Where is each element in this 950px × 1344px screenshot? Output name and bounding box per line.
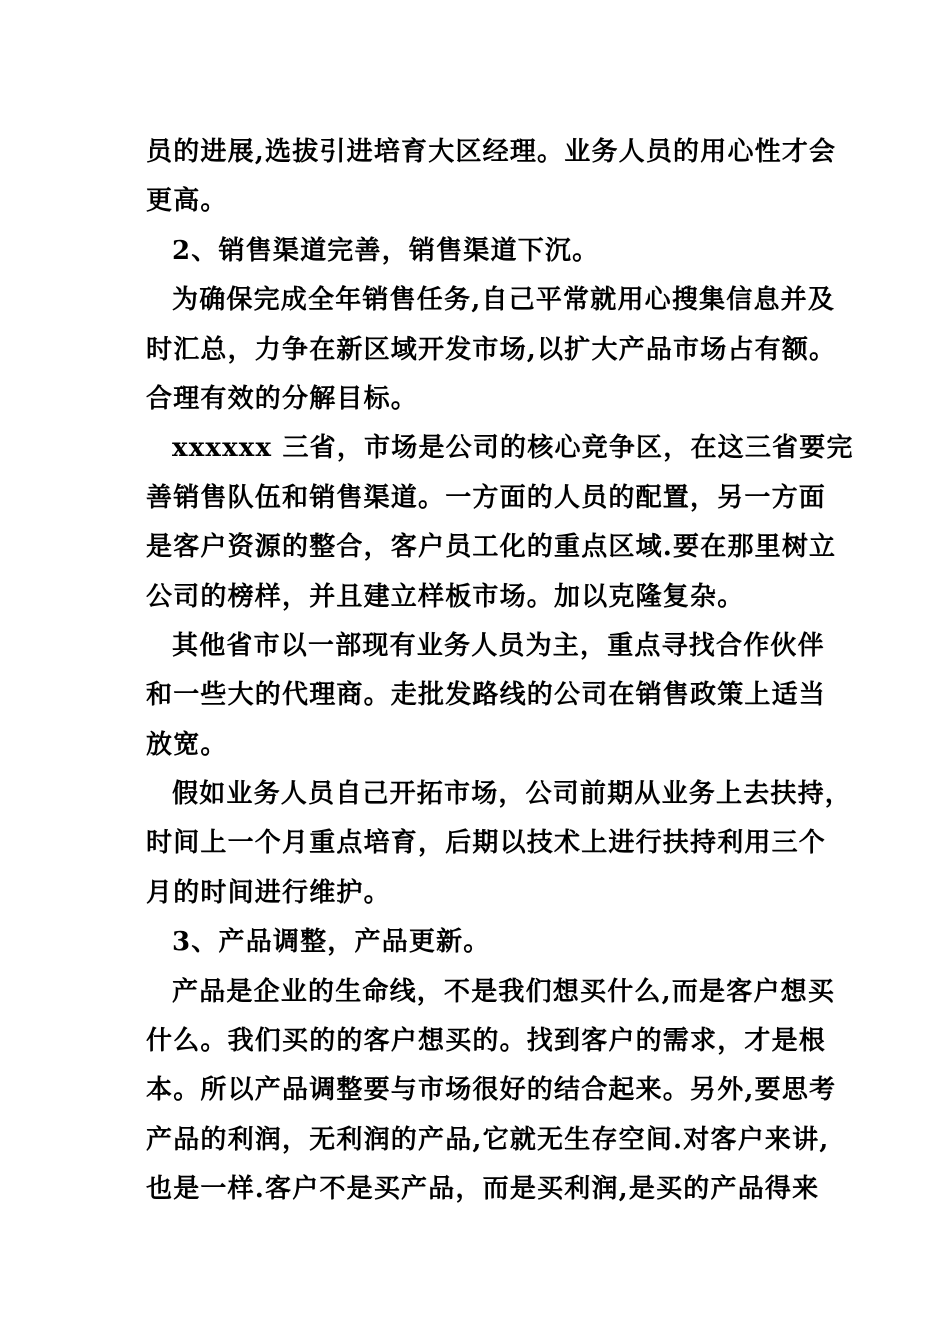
section-heading: 2、销售渠道完善，销售渠道下沉。 <box>172 235 600 266</box>
text-line: 本。所以产品调整要与市场很好的结合起来。另外,要思考 <box>146 1075 837 1106</box>
text-line: 时汇总，力争在新区域开发市场,以扩大产品市场占有额。 <box>146 334 837 365</box>
text-line: 放宽。 <box>146 729 228 760</box>
text-line: 月的时间进行维护。 <box>146 877 391 908</box>
document-body <box>146 128 854 1215</box>
text-line: 产品的利润，无利润的产品,它就无生存空间.对客户来讲, <box>146 1124 830 1155</box>
text-line: 和一些大的代理商。走批发路线的公司在销售政策上适当 <box>146 680 827 711</box>
text-line: 善销售队伍和销售渠道。一方面的人员的配置，另一方面 <box>146 482 827 513</box>
text-line: 公司的榜样，并且建立样板市场。加以克隆复杂。 <box>146 581 745 612</box>
text-line: 其他省市以一部现有业务人员为主，重点寻找合作伙伴 <box>172 630 825 661</box>
text-line: 假如业务人员自己开拓市场，公司前期从业务上去扶持， <box>172 779 853 810</box>
section-heading: 3、产品调整，产品更新。 <box>172 927 491 958</box>
text-line: 合理有效的分解目标。 <box>146 383 419 414</box>
text-line: 员的进展,选拔引进培育大区经理。业务人员的用心性才会 <box>146 137 837 167</box>
text-line: 更高。 <box>146 186 228 217</box>
text-line: 时间上一个月重点培育，后期以技术上进行扶持利用三个 <box>146 828 827 859</box>
text-line: 是客户资源的整合，客户员工化的重点区域.要在那里树立 <box>146 532 837 563</box>
text-line: 也是一样.客户不是买产品，而是买利润,是买的产品得来 <box>146 1174 820 1205</box>
text-line: xxxxxx 三省，市场是公司的核心竞争区，在这三省要完 <box>172 433 854 464</box>
text-line: 什么。我们买的的客户想买的。找到客户的需求，才是根 <box>146 1026 827 1057</box>
text-line: 为确保完成全年销售任务,自己平常就用心搜集信息并及 <box>172 285 836 316</box>
text-line: 产品是企业的生命线，不是我们想买什么,而是客户想买 <box>172 976 836 1007</box>
